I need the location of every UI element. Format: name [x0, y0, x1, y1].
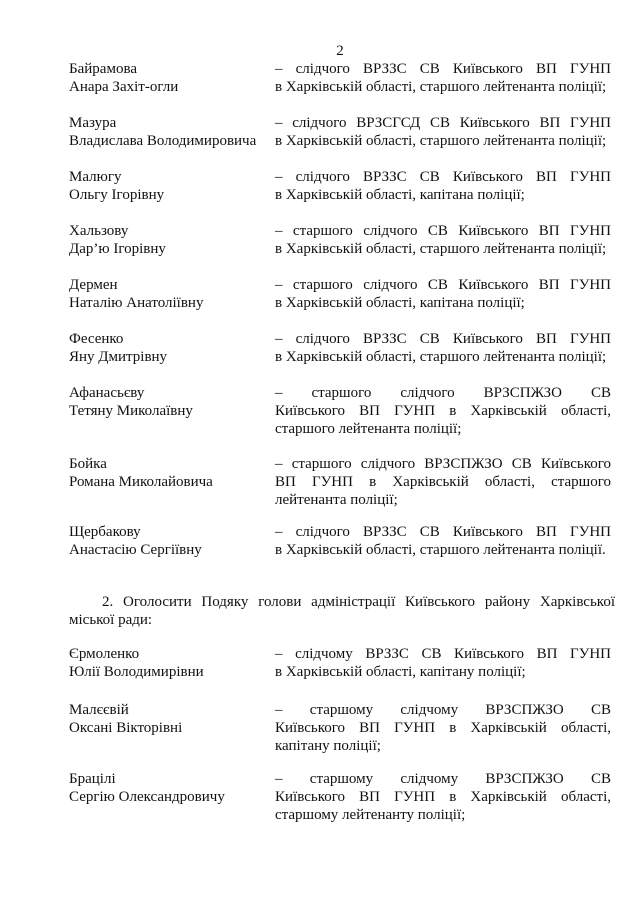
- desc-line: капітану поліції;: [275, 738, 381, 754]
- surname: Єрмоленко: [69, 646, 140, 662]
- position-description: [275, 168, 611, 204]
- paragraph-line: міської ради:: [69, 612, 153, 628]
- position-description: [275, 114, 611, 150]
- desc-line: лейтенанта поліції;: [275, 492, 398, 508]
- given-name: Анастасію Сергіївну: [69, 542, 202, 558]
- surname: Щербакову: [69, 524, 141, 540]
- desc-line: – старшого слідчого СВ Київського ВП ГУНП: [275, 223, 611, 239]
- desc-line: – слідчого ВРЗЗС СВ Київського ВП ГУНП: [275, 169, 611, 185]
- given-name: Владислава Володимировича: [69, 133, 257, 149]
- desc-line: – старшого слідчого СВ Київського ВП ГУНП: [275, 277, 611, 293]
- given-name: Яну Дмитрівну: [69, 349, 168, 365]
- position-description: [275, 455, 611, 509]
- position-description: [275, 60, 611, 96]
- desc-line: старшого лейтенанта поліції;: [275, 421, 462, 437]
- person-name: [69, 523, 269, 559]
- position-description: [275, 330, 611, 366]
- given-name: Романа Миколайовича: [69, 474, 213, 490]
- desc-line: – слідчому ВРЗЗС СВ Київського ВП ГУНП: [275, 646, 611, 662]
- section-paragraph: [69, 593, 615, 629]
- paragraph-line: 2. Оголосити Подяку голови адміністрації Київського району Харківської: [102, 594, 615, 610]
- given-name: Анара Захіт-огли: [69, 79, 179, 95]
- desc-line: – слідчого ВРЗЗС СВ Київського ВП ГУНП: [275, 524, 611, 540]
- person-name: [69, 168, 269, 204]
- position-description: [275, 770, 611, 824]
- desc-line: Київського ВП ГУНП в Харківській області,: [275, 403, 611, 419]
- person-name: [69, 114, 269, 150]
- surname: Мазура: [69, 115, 117, 131]
- person-name: [69, 330, 269, 366]
- desc-line: старшому лейтенанту поліції;: [275, 807, 466, 823]
- surname: Брацілі: [69, 771, 116, 787]
- desc-line: – слідчого ВРЗЗС СВ Київського ВП ГУНП: [275, 61, 611, 77]
- desc-line: в Харківській області, капітану поліції;: [275, 664, 526, 680]
- person-name: [69, 701, 269, 737]
- desc-line: – старшого слідчого ВРЗСПЖЗО СВ Київського: [275, 456, 611, 472]
- desc-line: – старшому слідчому ВРЗСПЖЗО СВ: [275, 771, 611, 787]
- given-name: Наталію Анатоліївну: [69, 295, 204, 311]
- surname: Хальзову: [69, 223, 129, 239]
- desc-line: в Харківській області, капітана поліції;: [275, 187, 525, 203]
- person-name: [69, 455, 269, 491]
- given-name: Тетяну Миколаївну: [69, 403, 193, 419]
- desc-line: – старшого слідчого ВРЗСПЖЗО СВ: [275, 385, 611, 401]
- person-name: [69, 222, 269, 258]
- position-description: [275, 222, 611, 258]
- page-number: 2: [336, 43, 344, 59]
- desc-line: в Харківській області, старшого лейтенанта поліції;: [275, 133, 607, 149]
- position-description: [275, 645, 611, 681]
- desc-line: ВП ГУНП в Харківській області, старшого: [275, 474, 611, 490]
- person-name: [69, 276, 269, 312]
- person-name: [69, 645, 269, 681]
- desc-line: Київського ВП ГУНП в Харківській області,: [275, 720, 611, 736]
- desc-line: в Харківській області, капітана поліції;: [275, 295, 525, 311]
- surname: Фесенко: [69, 331, 124, 347]
- surname: Байрамова: [69, 61, 137, 77]
- desc-line: в Харківській області, старшого лейтенанта поліції;: [275, 349, 607, 365]
- position-description: [275, 701, 611, 755]
- desc-line: в Харківській області, старшого лейтенанта поліції;: [275, 241, 607, 257]
- surname: Афанасьєву: [69, 385, 145, 401]
- desc-line: – слідчого ВРЗЗС СВ Київського ВП ГУНП: [275, 331, 611, 347]
- desc-line: – слідчого ВРЗСГСД СВ Київського ВП ГУНП: [275, 115, 611, 131]
- person-name: [69, 60, 269, 96]
- desc-line: в Харківській області, старшого лейтенанта поліції.: [275, 542, 606, 558]
- surname: Малєєвій: [69, 702, 129, 718]
- desc-line: Київського ВП ГУНП в Харківській області,: [275, 789, 611, 805]
- position-description: [275, 276, 611, 312]
- person-name: [69, 770, 269, 806]
- desc-line: в Харківській області, старшого лейтенанта поліції;: [275, 79, 607, 95]
- given-name: Дар’ю Ігорівну: [69, 241, 166, 257]
- given-name: Оксані Вікторівні: [69, 720, 183, 736]
- surname: Малюгу: [69, 169, 122, 185]
- person-name: [69, 384, 269, 420]
- given-name: Сергію Олександровичу: [69, 789, 225, 805]
- given-name: Ольгу Ігорівну: [69, 187, 165, 203]
- surname: Бойка: [69, 456, 107, 472]
- given-name: Юлії Володимирівни: [69, 664, 204, 680]
- surname: Дермен: [69, 277, 118, 293]
- desc-line: – старшому слідчому ВРЗСПЖЗО СВ: [275, 702, 611, 718]
- position-description: [275, 384, 611, 438]
- position-description: [275, 523, 611, 559]
